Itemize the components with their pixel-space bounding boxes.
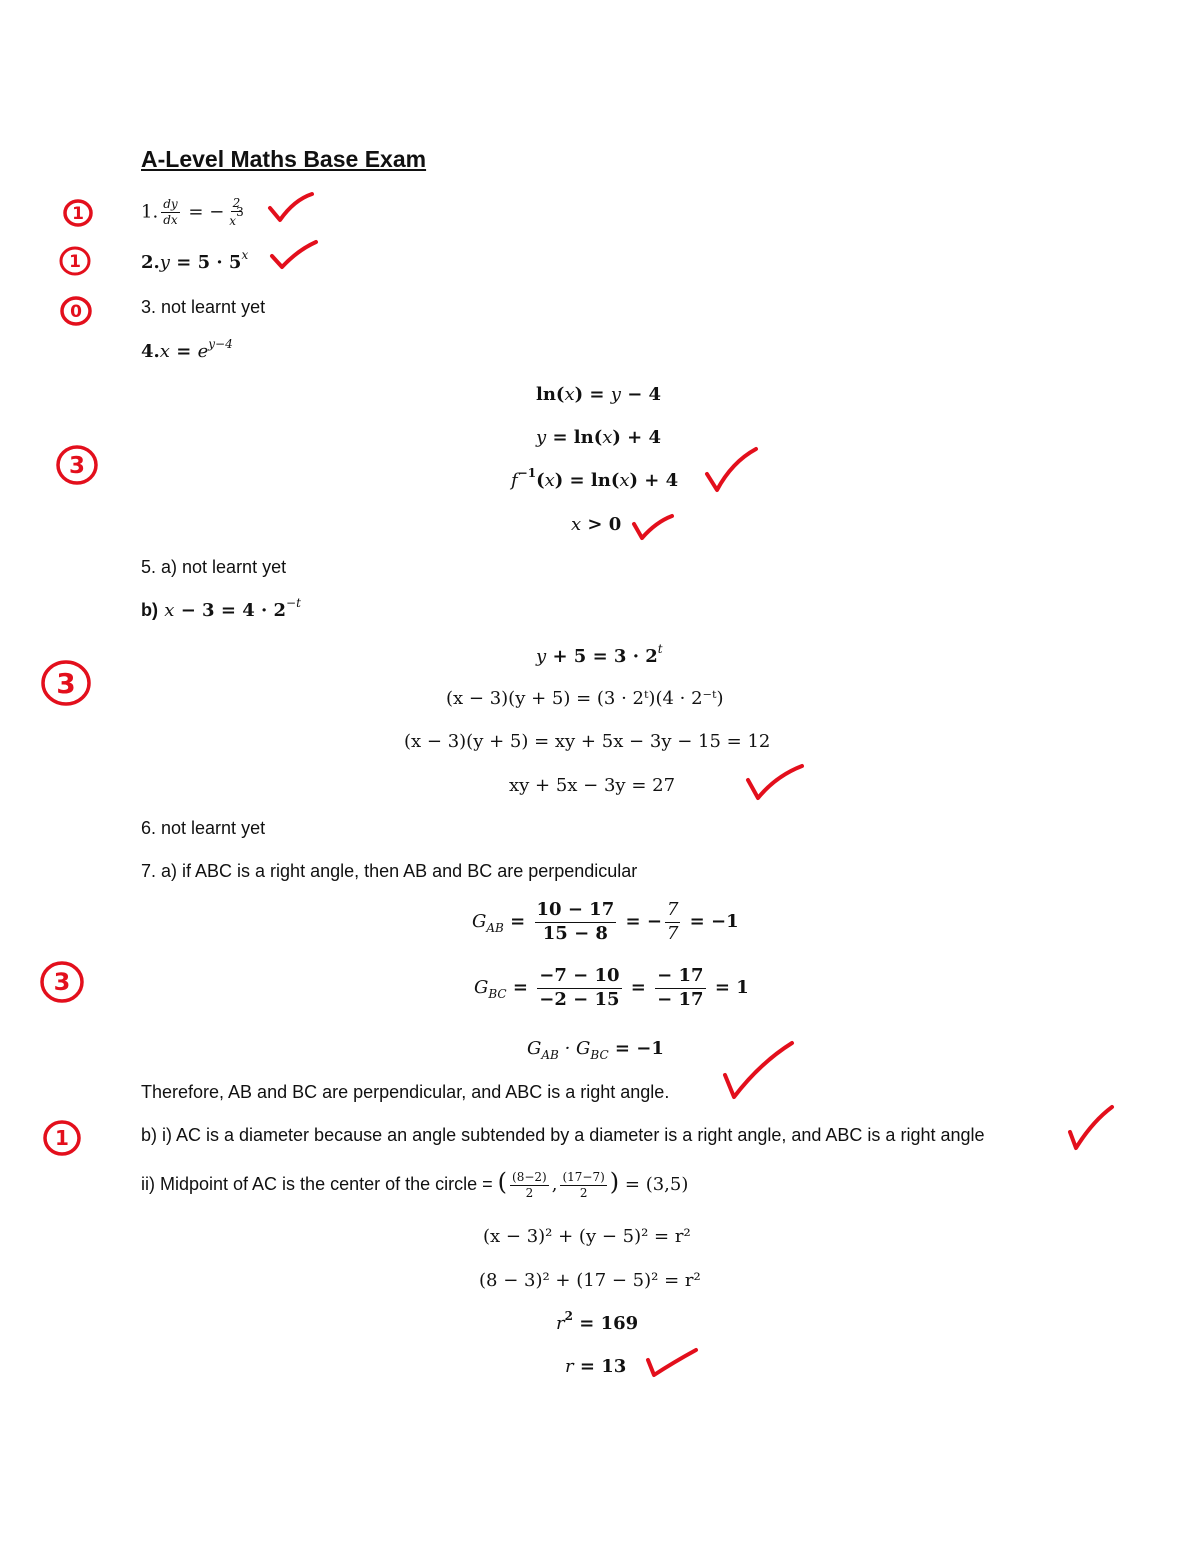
circled-score-icon — [53, 441, 101, 489]
q7-mid-frac1 — [510, 1170, 549, 1201]
q7-gab-d2: 7 — [666, 922, 679, 944]
q7-bii-text: ii) Midpoint of AC is the center of the circle = — [141, 1174, 498, 1194]
q4-l2c: x — [602, 427, 613, 448]
q5-l1c: t — [657, 642, 663, 656]
q7-gab-g: G — [472, 911, 487, 932]
q4-l3a: f — [511, 470, 518, 491]
q4-line-2 — [536, 427, 661, 448]
q7-circle-eq-1: (x − 3)² + (y − 5)² = r² — [483, 1226, 691, 1247]
q7-mid-frac2 — [560, 1170, 606, 1201]
score-q4: 3 — [68, 453, 86, 479]
answer-7bi: b) i) AC is a diameter because an angle subtended by a diameter is a right angle, and ABC is a right angle — [141, 1125, 985, 1145]
q7-prod-g: G — [527, 1038, 542, 1059]
score-q1: 1 — [72, 204, 84, 224]
q7-circle-eq-4 — [565, 1356, 626, 1377]
q7-mid-d1: 2 — [525, 1186, 534, 1201]
page-title: A-Level Maths Base Exam — [141, 146, 427, 172]
tick-icon — [630, 512, 676, 542]
q4-eq: = — [176, 341, 192, 362]
q7-gab-d1: 15 − 8 — [542, 922, 608, 944]
q7-gbc-d1: −2 − 15 — [539, 988, 620, 1010]
q4-l3e: ) = ln( — [554, 470, 620, 491]
circled-score-icon — [38, 958, 86, 1006]
q4-l2b: = ln( — [546, 427, 603, 448]
tick-icon — [702, 444, 760, 496]
q7-gbc-res: = 1 — [714, 977, 749, 998]
circled-score-icon — [60, 196, 96, 230]
q7-c3c: = 169 — [572, 1313, 639, 1334]
answer-3: 3. not learnt yet — [141, 297, 266, 317]
q7-gbc-frac2 — [655, 965, 705, 1011]
q7-gab-frac2 — [665, 899, 680, 945]
q7-gbc-n2: − 17 — [655, 965, 705, 989]
q7-c3b: 2 — [564, 1309, 573, 1323]
circled-score-icon — [41, 1117, 83, 1159]
q7-prod-sub1: AB — [541, 1048, 559, 1062]
q4-number: 4. — [141, 341, 160, 362]
tick-icon — [744, 760, 806, 804]
circled-score-icon — [57, 243, 93, 279]
q5-b-rhs: − 3 = 4 · 2 — [174, 600, 287, 621]
q7-gradient-bc: $G_{BC}$ = $\frac{-7 - 10}{-2 - 15}$ = $\frac{- 17}{- 17}$ = 1 — [474, 965, 749, 1010]
q4-l4a: x — [571, 514, 582, 535]
q5-line-3: (x − 3)(y + 5) = xy + 5x − 3y − 15 = 12 — [404, 731, 771, 752]
q7-gradient-ab: $G_{AB}$ = $\frac{10 - 17}{15 - 8}$ = − $\frac{7}{7}$ = −1 — [472, 899, 739, 944]
q4-line-3 — [511, 466, 679, 491]
q4-l1e: − 4 — [620, 384, 662, 405]
q7-gab-minus: = − — [625, 911, 662, 932]
q4-l3c: ( — [536, 470, 545, 491]
q7-gab-frac1 — [535, 899, 617, 945]
q4-x: x — [159, 341, 170, 362]
q4-l3g: ) + 4 — [629, 470, 679, 491]
q7-gab-n2: 7 — [666, 899, 679, 920]
q7-prod-res: = −1 — [608, 1038, 664, 1059]
q7-c4a: r — [565, 1356, 574, 1377]
q7-prod-dot: · G — [558, 1038, 591, 1059]
q1-derivative — [161, 197, 179, 228]
score-q7b: 1 — [55, 1126, 69, 1150]
q7-gbc-sub: BC — [488, 987, 507, 1001]
q7-circle-eq-2: (8 − 3)² + (17 − 5)² = r² — [479, 1270, 701, 1291]
q4-l3f: x — [619, 470, 630, 491]
q7-mid-res: = (3,5) — [619, 1174, 689, 1195]
q5-line-1 — [536, 642, 663, 667]
score-q7a: 3 — [53, 968, 71, 996]
q7-prod-sub2: BC — [590, 1048, 609, 1062]
q5-b-exp: −t — [286, 596, 301, 610]
q7-gab-n1: 10 − 17 — [535, 899, 617, 923]
q4-line-1 — [536, 384, 661, 405]
q4-l2d: ) + 4 — [612, 427, 662, 448]
answer-5a: 5. a) not learnt yet — [141, 557, 287, 577]
q1-dy: dy — [163, 197, 178, 211]
q7-gradient-product — [527, 1038, 664, 1062]
q2-y: y — [159, 252, 170, 273]
answer-7bii: ii) Midpoint of AC is the center of the circle = ( $\frac{(8-2)}{2}$ , $\frac{(17-7)}{2}$ ) = (3,5) — [141, 1168, 689, 1201]
circled-score-icon — [38, 656, 94, 710]
answer-6: 6. not learnt yet — [141, 818, 266, 838]
q4-l2a: y — [536, 427, 547, 448]
q2-rhs: = 5 · 5 — [176, 252, 242, 273]
tick-icon — [268, 236, 320, 272]
q4-line-4 — [571, 514, 621, 535]
q4-l3b: −1 — [517, 466, 537, 480]
q4-l1d: y — [610, 384, 621, 405]
tick-icon — [1066, 1102, 1116, 1152]
q1-rhs-fraction — [227, 196, 245, 229]
q4-l1a: ln( — [536, 384, 565, 405]
q5-l1b: + 5 = 3 · 2 — [546, 646, 658, 667]
q4-l1b: x — [564, 384, 575, 405]
q4-exp: y−4 — [208, 337, 233, 351]
tick-icon — [644, 1344, 700, 1380]
answer-5b — [141, 596, 301, 621]
q1-two: 2 — [232, 196, 241, 210]
q7-mid-n2: (17−7) — [562, 1170, 605, 1185]
q7-c4b: = 13 — [573, 1356, 627, 1377]
tick-icon — [266, 190, 316, 226]
q7-gbc-d2: − 17 — [657, 988, 704, 1010]
answer-4 — [141, 337, 233, 362]
q7-gbc-frac1 — [537, 965, 621, 1011]
q2-number: 2. — [141, 252, 160, 273]
answer-1 — [141, 196, 249, 229]
q7-gbc-n1: −7 − 10 — [537, 965, 621, 989]
answer-7a: 7. a) if ABC is a right angle, then AB and BC are perpendicular — [141, 861, 638, 881]
answer-2 — [141, 248, 249, 273]
score-q3: 0 — [70, 302, 82, 322]
q7-mid-d2: 2 — [579, 1186, 588, 1201]
circled-score-icon — [57, 293, 95, 329]
q4-l4b: > 0 — [581, 514, 622, 535]
q4-l1c: ) = — [574, 384, 611, 405]
q7-c3a: r — [556, 1313, 565, 1334]
q4-l3d: x — [544, 470, 555, 491]
q1-x: x — [229, 214, 237, 228]
tick-icon — [720, 1037, 798, 1103]
score-q2: 1 — [69, 252, 81, 272]
q7-gab-sub: AB — [486, 921, 504, 935]
q1-exp: 3 — [236, 205, 244, 219]
score-q5: 3 — [56, 667, 76, 700]
q2-exp: x — [241, 248, 249, 262]
q1-dx: dx — [163, 213, 178, 227]
q5-l1a: y — [536, 646, 547, 667]
q7-mid-n1: (8−2) — [512, 1170, 547, 1185]
q7-gab-res: = −1 — [689, 911, 739, 932]
q5-line-2: (x − 3)(y + 5) = (3 · 2ᵗ)(4 · 2⁻ᵗ) — [446, 688, 724, 709]
q5-line-4: xy + 5x − 3y = 27 — [509, 775, 676, 796]
q4-e: e — [197, 341, 209, 362]
q5-b-prefix: b) — [141, 600, 158, 620]
q7-gbc-g: G — [474, 977, 489, 998]
q5-b-x: x — [164, 600, 175, 621]
answer-7a-conclusion: Therefore, AB and BC are perpendicular, and ABC is a right angle. — [141, 1082, 670, 1102]
q1-number: 1. — [141, 201, 159, 223]
q7-circle-eq-3 — [556, 1309, 639, 1334]
q1-equals: = − — [188, 201, 225, 223]
